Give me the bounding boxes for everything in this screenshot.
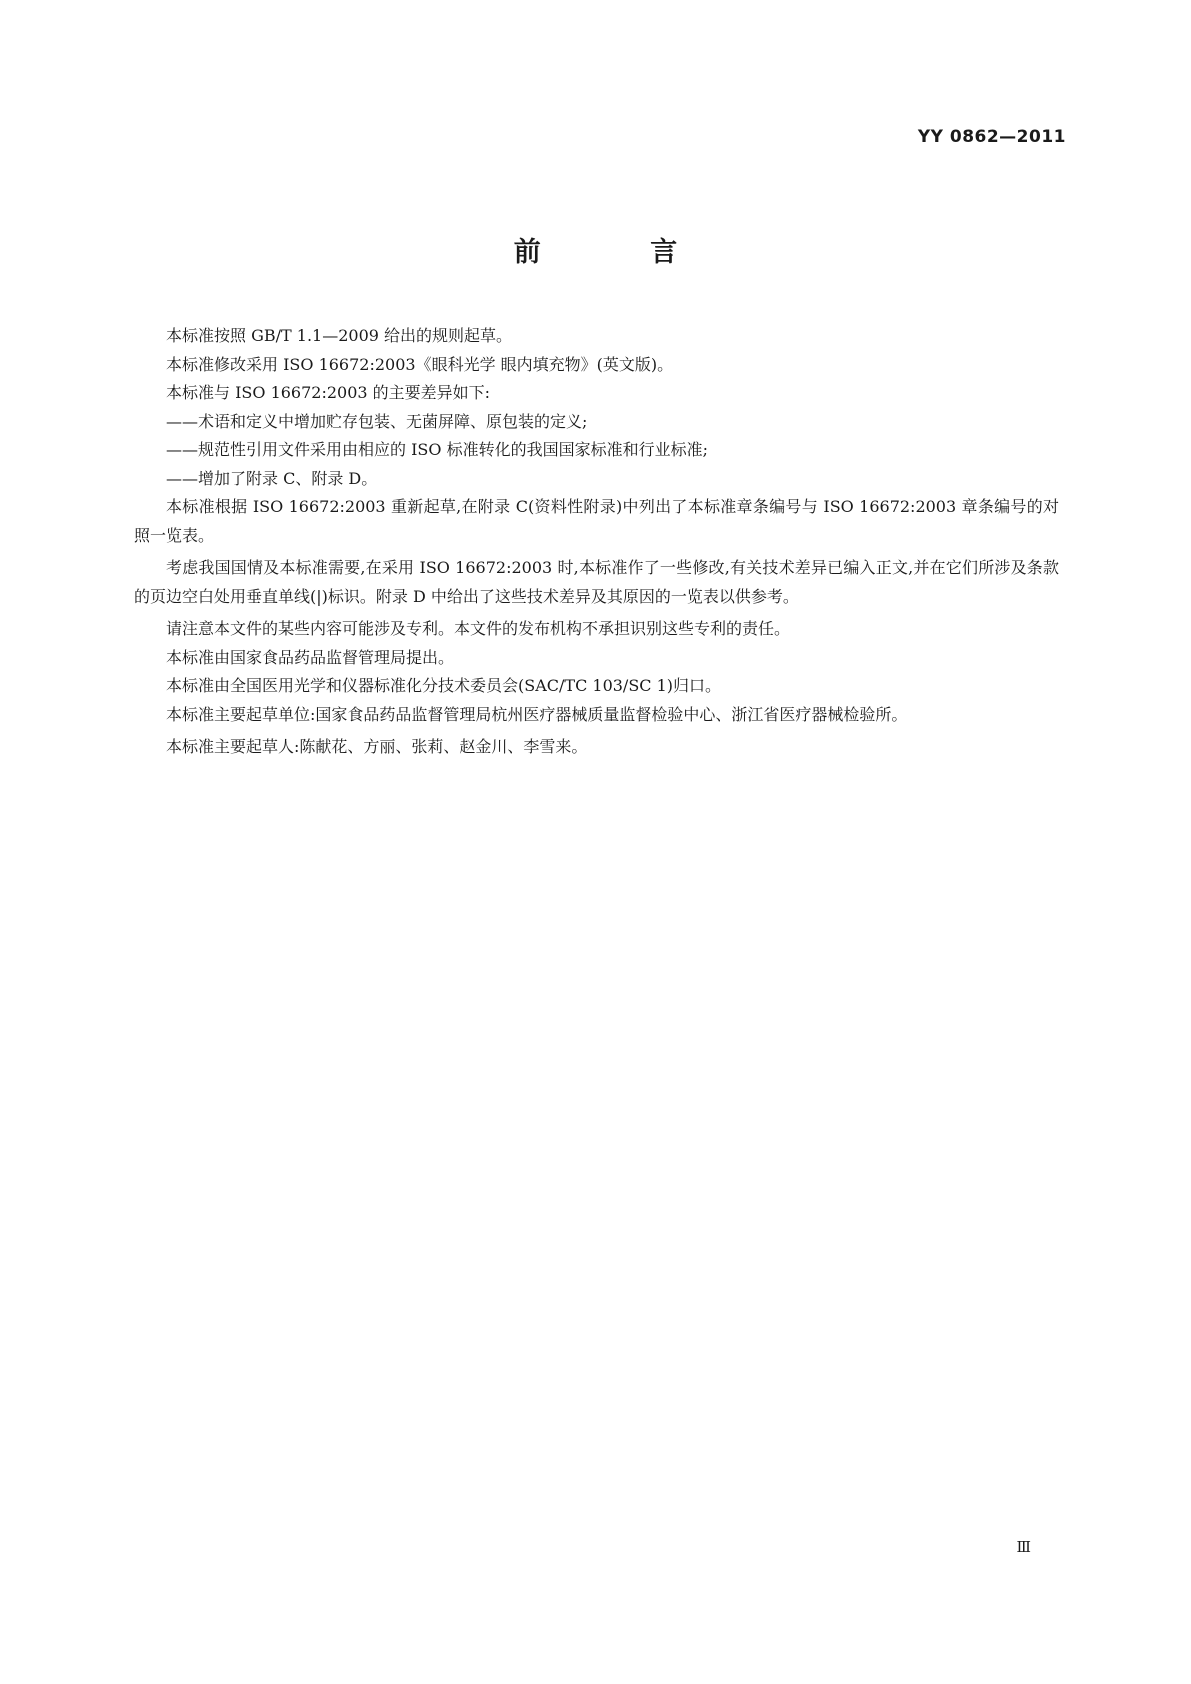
paragraph-adoption: 本标准修改采用 ISO 16672:2003《眼科光学 眼内填充物》(英文版)。 bbox=[166, 354, 674, 374]
paragraph-committee: 本标准由全国医用光学和仪器标准化分技术委员会(SAC/TC 103/SC 1)归口。 bbox=[166, 676, 722, 695]
paragraph-modifications: 考虑我国国情及本标准需要,在采用 ISO 16672:2003 时,本标准作了一些修改,有关技术差异已编入正文,并在它们所涉及条款的页边空白处用垂直单线(|)标识。附录 D 中给出了这些技术差异及其原因的一览表以供参考。 bbox=[134, 558, 1059, 606]
list-item-difference-1: ——术语和定义中增加贮存包装、无菌屏障、原包装的定义; bbox=[166, 411, 588, 431]
list-item-difference-3: ——增加了附录 C、附录 D。 bbox=[166, 468, 378, 488]
standard-code: YY 0862—2011 bbox=[917, 127, 1066, 147]
paragraph-patent-notice: 请注意本文件的某些内容可能涉及专利。本文件的发布机构不承担识别这些专利的责任。 bbox=[166, 619, 791, 638]
paragraph-drafting-units: 本标准主要起草单位:国家食品药品监督管理局杭州医疗器械质量监督检验中心、浙江省医疗器械检验所。 bbox=[166, 704, 908, 724]
paragraph-differences-intro: 本标准与 ISO 16672:2003 的主要差异如下: bbox=[166, 383, 491, 402]
page-title: 前 言 bbox=[513, 237, 728, 268]
document-body bbox=[134, 322, 1059, 762]
paragraph-drafters: 本标准主要起草人:陈献花、方丽、张莉、赵金川、李雪来。 bbox=[166, 737, 588, 756]
paragraph-redrafting: 本标准根据 ISO 16672:2003 重新起草,在附录 C(资料性附录)中列出了本标准章条编号与 ISO 16672:2003 章条编号的对照一览表。 bbox=[134, 497, 1059, 545]
paragraph-proposer: 本标准由国家食品药品监督管理局提出。 bbox=[166, 647, 455, 667]
paragraph-drafting-rules: 本标准按照 GB/T 1.1—2009 给出的规则起草。 bbox=[166, 326, 513, 345]
page-number: Ⅲ bbox=[1016, 1538, 1031, 1556]
list-item-difference-2: ——规范性引用文件采用由相应的 ISO 标准转化的我国国家标准和行业标准; bbox=[166, 440, 708, 459]
